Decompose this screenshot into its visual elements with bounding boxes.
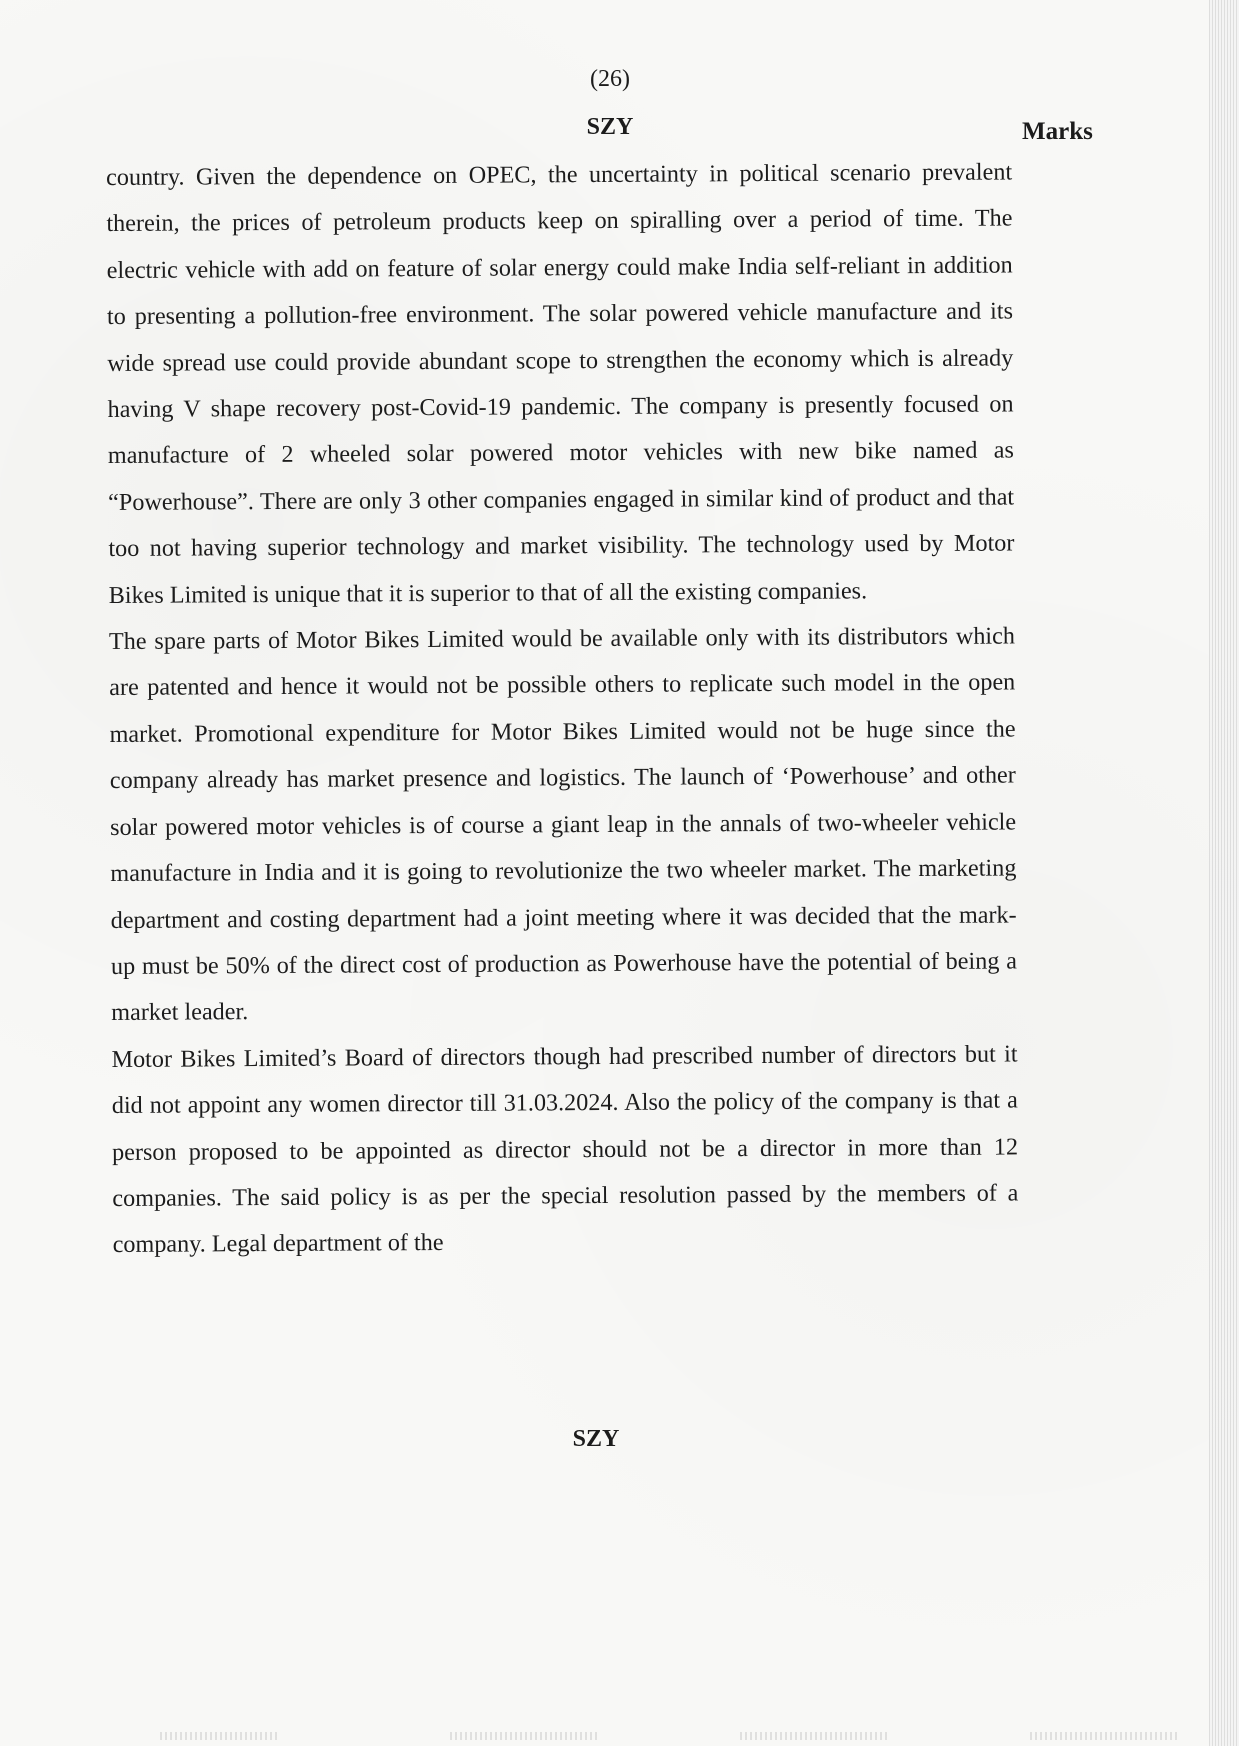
body-text: [106, 149, 1019, 1268]
scan-artifact: [450, 1732, 600, 1740]
footer-paper-code: SZY: [572, 1426, 620, 1452]
scan-edge-shading: [1209, 0, 1239, 1746]
scan-artifact: [160, 1732, 280, 1740]
paragraph-1: country. Given the dependence on OPEC, the uncertainty in political scenario prevalent therein, the prices of petroleum products keep on spiralling over a period of time. The electric vehicle with add on feature of solar energy could make India self-reliant in addition to presenting a pollution-free environment. The solar powered vehicle manufacture and its wide spread use could provide abundant scope to strengthen the economy which is already having V shape recovery post-Covid-19 pandemic. The company is presently focused on manufacture of 2 wheeled solar powered motor vehicles with new bike named as “Powerhouse”. There are only 3 other companies engaged in similar kind of product and that too not having superior technology and market visibility. The technology used by Motor Bikes Limited is unique that it is superior to that of all the existing companies.: [106, 158, 1015, 609]
paragraph-2: The spare parts of Motor Bikes Limited would be available only with its distributors which are patented and hence it would not be possible others to replicate such model in the open market. Promotional expenditure for Motor Bikes Limited would not be huge since the company already has market presence and logistics. The launch of ‘Powerhouse’ and other solar powered motor vehicles is of course a giant leap in the annals of two-wheeler vehicle manufacture in India and it is going to revolutionize the two wheeler market. The marketing department and costing department had a joint meeting where it was decided that the mark-up must be 50% of the direct cost of production as Powerhouse have the potential of being a market leader.: [108, 622, 1018, 1027]
page-number: (26): [590, 66, 630, 92]
scan-artifact: [1030, 1732, 1180, 1740]
header-paper-code: SZY: [586, 114, 634, 140]
paragraph-3: Motor Bikes Limited’s Board of directors though had prescribed number of directors but it did not appoint any women director till 31.03.2024. Also the policy of the company is that a person proposed to be appointed as director should not be a director in more than 12 companies. The said policy is as per the special resolution passed by the members of a company. Legal department of the: [111, 1040, 1019, 1259]
marks-column-label: Marks: [1022, 118, 1093, 145]
scan-artifact: [740, 1732, 890, 1740]
